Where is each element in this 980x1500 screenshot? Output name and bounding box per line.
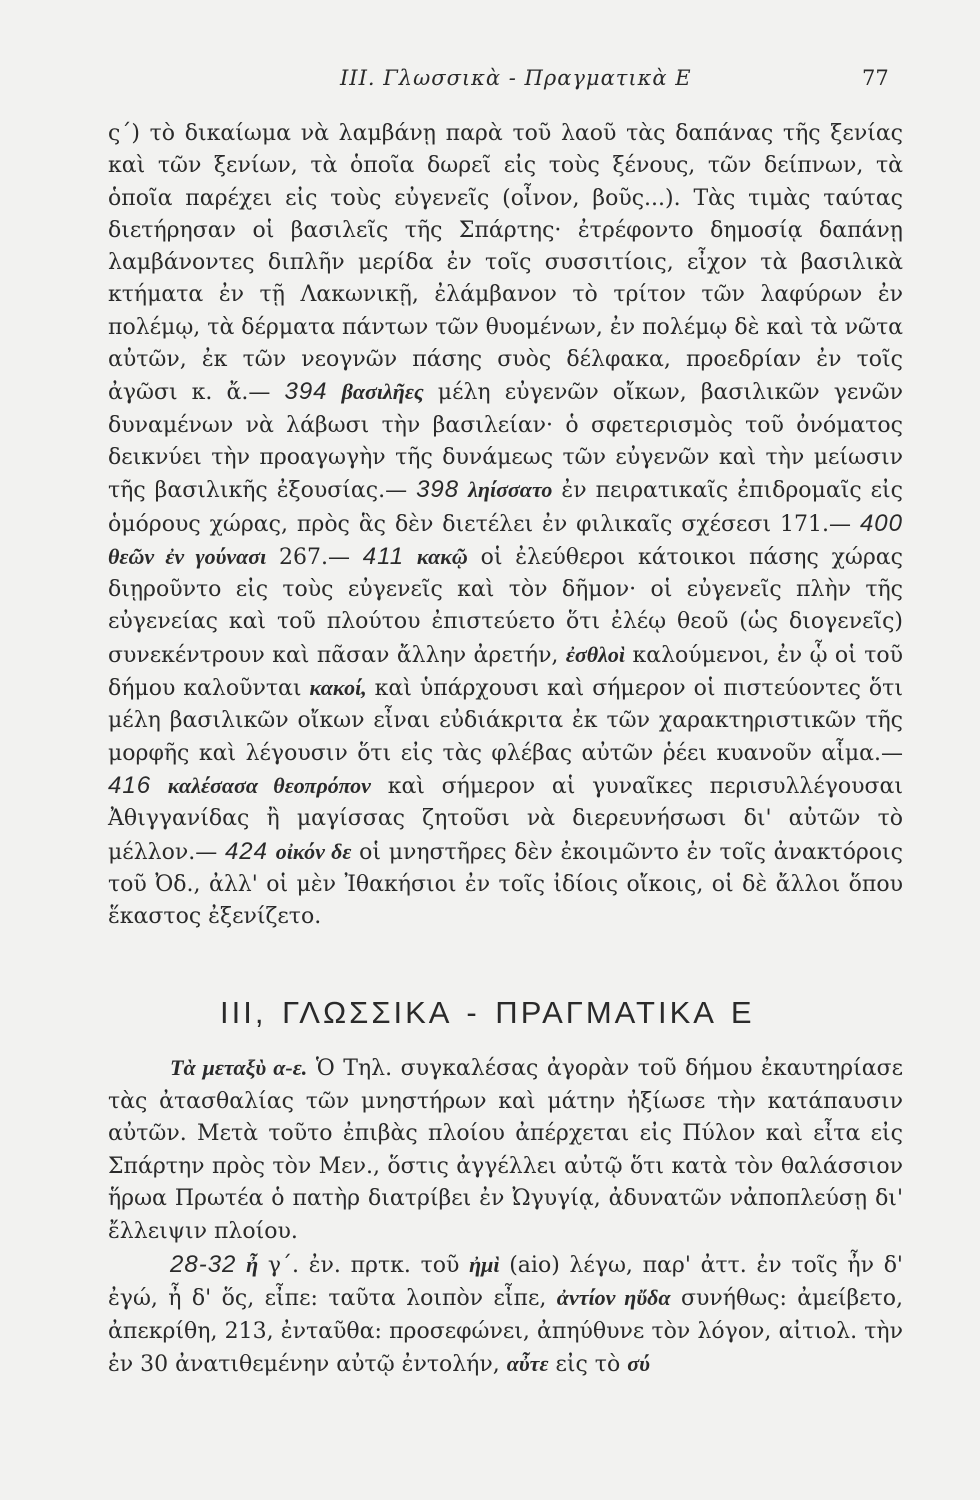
text-run: καλούμενοι, ἐν ᾧ οἱ τοῦ δήμου καλοῦνται bbox=[108, 642, 903, 702]
text-run: μέλη εὐγενῶν οἴκων, βασιλικῶν γενῶν δυναμένων νὰ λάβωσι τὴν βασιλείαν· ὁ σφετερισμὸς τοῦ ὀνόματος δεικνύει τὴν προαγωγὴν τῆς δυνάμεως τῶν εὐγενῶν καὶ τὴν μείωσιν τῆς βασιλικῆς ἐξουσίας.— bbox=[108, 380, 903, 504]
running-head bbox=[0, 66, 980, 96]
lemma: κακῷ bbox=[416, 543, 468, 569]
lemma: σύ bbox=[627, 1351, 650, 1377]
line-number: 416 bbox=[108, 771, 152, 799]
commentary-paragraph bbox=[108, 1249, 903, 1382]
line-number: 411 bbox=[362, 542, 405, 570]
lemma: Τὰ μεταξὺ α-ε. bbox=[170, 1055, 308, 1080]
text-run: ἐν πειρατικαῖς ἐπιδρομαῖς εἰς ὁμόρους χώρας, πρὸς ἃς δὲν διετέλει ἐν φιλικαῖς σχέσεσι 171.— bbox=[108, 478, 903, 537]
section-heading: III, ΓΛΩΣΣΙΚΑ - ΠΡΑΓΜΑΤΙΚΑ Ε bbox=[220, 995, 755, 1030]
commentary-passage bbox=[108, 118, 903, 933]
lemma: οἰκόν δε bbox=[275, 838, 352, 864]
text-run: Ὁ Τηλ. συγκαλέσας ἀγορὰν τοῦ δήμου ἐκαυτηρίασε τὰς ἀτασθαλίας τῶν μνηστήρων καὶ μάτην ἠξίωσε τὴν κατάπαυσιν αὐτῶν. Μετὰ τοῦτο ἐπιβὰς πλοίου ἀπέρχεται εἰς Πύλον καὶ εἶτα εἰς Σπάρτην πρὸς τὸν Μεν., ὅστις ἀγγέλλει αὐτῷ ὅτι κατὰ τὸν θαλάσσιον ἥρωα Πρωτέα ὁ πατὴρ διατρίβει ἐν Ὠγυγίᾳ, ἀδυνατῶν νἀποπλεύσῃ δι' ἔλλειψιν πλοίου. bbox=[108, 1056, 903, 1244]
lemma: ἠμὶ bbox=[469, 1251, 500, 1277]
text-run: (aio) λέγω, παρ' ἀττ. ἐν τοῖς ἦν δ' ἐγώ, ἦ δ' ὅς, εἶπε: ταῦτα λοιπὸν εἶπε, bbox=[108, 1252, 903, 1312]
line-number: 394 bbox=[284, 378, 328, 406]
running-head-title: III. Γλωσσικὰ - Πραγματικὰ Ε bbox=[340, 66, 692, 90]
text-run: 267.— bbox=[279, 544, 351, 570]
lemma: ληίσσατο bbox=[468, 477, 553, 503]
summary-paragraph bbox=[108, 1052, 903, 1249]
lemma: αὖτε bbox=[506, 1351, 549, 1377]
text-run: συνήθως: ἀμείβετο, ἀπεκρίθη, 213, ἐνταῦθα: προσεφώνει, ἀπηύθυνε τὸν λόγον, αἰτιολ. τὴν ἐν 30 ἀνατιθεμένην αὐτῷ ἐντολήν, bbox=[108, 1286, 903, 1378]
line-number: 398 bbox=[416, 476, 460, 504]
lemma: ἐσθλοὶ bbox=[565, 641, 626, 667]
lemma: καλέσασα θεοπρόπον bbox=[167, 772, 371, 798]
commentary-paragraph bbox=[108, 118, 903, 933]
lemma: κακοί, bbox=[309, 675, 367, 701]
line-number: 28-32 bbox=[170, 1250, 237, 1278]
lemma: θεῶν ἐν γούνασι bbox=[108, 543, 267, 569]
page-number: 77 bbox=[862, 66, 889, 90]
lemma: ἦ bbox=[246, 1251, 259, 1277]
line-number: 400 bbox=[859, 509, 903, 537]
line-number: 424 bbox=[224, 837, 268, 865]
text-run: καὶ ὑπάρχουσι καὶ σήμερον οἱ πιστεύοντες ὅτι μέλη βασιλικῶν οἴκων εἶναι εὐδιάκριτα ἐκ τῶν χαρακτηριστικῶν τῆς μορφῆς καὶ λέγουσιν ὅτι εἰς τὰς φλέβας αὐτῶν ῥέει κυανοῦν αἷμα.— bbox=[108, 676, 903, 766]
summary-passage bbox=[108, 1052, 903, 1382]
text-run: εἰς τὸ bbox=[555, 1352, 621, 1378]
text-run: καὶ σήμερον αἱ γυναῖκες περισυλλέγουσαι Ἀθιγγανίδας ἢ μαγίσσας ζητοῦσι νὰ διερευνήσωσι δι' αὐτῶν τὸ μέλλον.— bbox=[108, 773, 904, 865]
lemma: βασιλῆες bbox=[341, 379, 424, 405]
text-run: ς´) τὸ δικαίωμα νὰ λαμβάνῃ παρὰ τοῦ λαοῦ τὰς δαπάνας τῆς ξενίας καὶ τῶν ξενίων, τὰ ὁποῖα δωρεῖ εἰς τοὺς ξένους, τῶν δείπνων, τὰ ὁποῖα παρέχει εἰς τοὺς εὐγενεῖς (οἶνον, βοῦς...). Τὰς τιμὰς ταύτας διετήρησαν οἱ βασιλεῖς τῆς Σπάρτης· ἐτρέφοντο δημοσίᾳ δαπάνῃ λαμβάνοντες διπλῆν μερίδα ἐν τοῖς συσσιτίοις, εἶχον τὰ βασιλικὰ κτήματα ἐν τῇ Λακωνικῇ, ἐλάμβανον τὸ τρίτον τῶν λαφύρων ἐν πολέμῳ, τὰ δέρματα πάντων τῶν θυομένων, ἐν πολέμῳ δὲ καὶ τὰ νῶτα αὐτῶν, ἐκ τῶν νεογνῶν πάσης συὸς δέλφακα, προεδρίαν ἐν τοῖς ἀγῶσι κ. ἄ.— bbox=[108, 121, 903, 406]
lemma: ἀντίον ηὔδα bbox=[556, 1285, 671, 1311]
text-run: οἱ ἐλεύθεροι κάτοικοι πάσης χώρας διῃροῦντο εἰς τοὺς εὐγενεῖς καὶ τὸν δῆμον· οἱ εὐγενεῖς πλὴν τῆς εὐγενείας καὶ τοῦ πλούτου ἐπιστεύετο ὅτι ἐλέῳ θεοῦ (ὡς διογενεῖς) συνεκέντρουν καὶ πᾶσαν ἄλλην ἀρετήν, bbox=[108, 544, 903, 668]
text-run: γ´. ἐν. πρτκ. τοῦ bbox=[267, 1252, 460, 1278]
text-run: οἱ μνηστῆρες δὲν ἐκοιμῶντο ἐν τοῖς ἀνακτόροις τοῦ Ὀδ., ἀλλ' οἱ μὲν Ἰθακήσιοι ἐν τοῖς ἰδίοις οἴκοις, οἱ δὲ ἄλλοι ὅπου ἕκαστος ἐξενίζετο. bbox=[108, 839, 903, 930]
